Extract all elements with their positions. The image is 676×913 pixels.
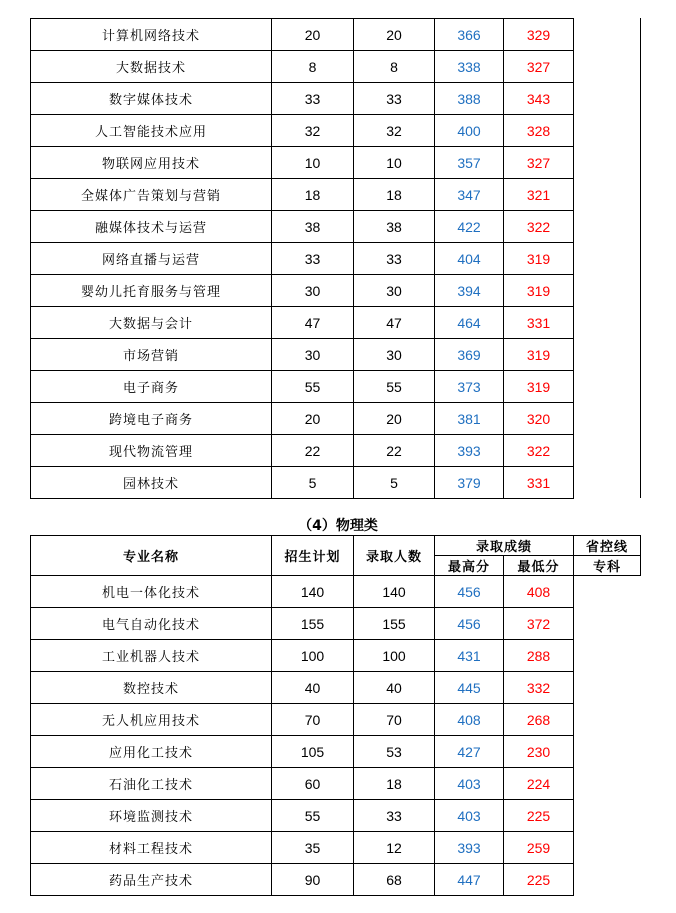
plan-cell: 105 [272,736,354,768]
admitted-cell: 18 [354,768,435,800]
admitted-cell: 100 [354,640,435,672]
min-score-cell: 319 [504,275,574,307]
major-name-cell: 数控技术 [31,672,272,704]
major-name-cell: 婴幼儿托育服务与管理 [31,275,272,307]
major-name-cell: 融媒体技术与运营 [31,211,272,243]
table-row [31,83,574,115]
min-score-cell: 327 [504,51,574,83]
table-row [31,243,574,275]
min-score-cell: 319 [504,339,574,371]
major-name-cell: 机电一体化技术 [31,576,272,608]
table-row [31,608,641,640]
max-score-cell: 400 [435,115,504,147]
admitted-cell: 68 [354,864,435,896]
major-name-cell: 环境监测技术 [31,800,272,832]
major-name-cell: 石油化工技术 [31,768,272,800]
min-score-cell: 320 [504,403,574,435]
admitted-cell: 33 [354,800,435,832]
max-score-cell: 379 [435,467,504,499]
major-name-cell: 药品生产技术 [31,864,272,896]
major-name-cell: 材料工程技术 [31,832,272,864]
min-score-cell: 327 [504,147,574,179]
min-score-cell: 224 [504,768,574,800]
admitted-cell: 5 [354,467,435,499]
min-score-cell: 268 [504,704,574,736]
max-score-cell: 464 [435,307,504,339]
major-name-cell: 跨境电子商务 [31,403,272,435]
plan-cell: 20 [272,19,354,51]
plan-cell: 47 [272,307,354,339]
plan-cell: 40 [272,672,354,704]
min-score-cell: 230 [504,736,574,768]
max-score-cell: 408 [435,704,504,736]
min-score-cell: 331 [504,307,574,339]
table-row [31,211,574,243]
max-score-cell: 403 [435,800,504,832]
max-score-cell: 456 [435,608,504,640]
admitted-cell: 47 [354,307,435,339]
major-name-cell: 全媒体广告策划与营销 [31,179,272,211]
min-score-cell: 332 [504,672,574,704]
min-score-cell: 322 [504,211,574,243]
max-score-cell: 381 [435,403,504,435]
min-score-cell: 225 [504,864,574,896]
min-score-cell: 319 [504,243,574,275]
header-min-score: 最低分 [504,556,574,576]
table-row [31,275,574,307]
header-major: 专业名称 [31,536,272,576]
admission-table-body [31,19,574,499]
max-score-cell: 404 [435,243,504,275]
major-name-cell: 电气自动化技术 [31,608,272,640]
plan-cell: 22 [272,435,354,467]
physics-table-body [31,576,641,896]
admitted-cell: 38 [354,211,435,243]
plan-cell: 20 [272,403,354,435]
max-score-cell: 369 [435,339,504,371]
admitted-cell: 18 [354,179,435,211]
max-score-cell: 447 [435,864,504,896]
admitted-cell: 140 [354,576,435,608]
major-name-cell: 无人机应用技术 [31,704,272,736]
admitted-cell: 155 [354,608,435,640]
plan-cell: 33 [272,243,354,275]
header-control-sub: 专科 [574,556,641,576]
plan-cell: 100 [272,640,354,672]
admitted-cell: 8 [354,51,435,83]
min-score-cell: 225 [504,800,574,832]
admitted-cell: 12 [354,832,435,864]
max-score-cell: 388 [435,83,504,115]
control-line-cell [574,576,641,896]
min-score-cell: 343 [504,83,574,115]
major-name-cell: 市场营销 [31,339,272,371]
header-scores: 录取成绩 [435,536,574,556]
min-score-cell: 331 [504,467,574,499]
major-name-cell: 电子商务 [31,371,272,403]
admitted-cell: 20 [354,403,435,435]
major-name-cell: 数字媒体技术 [31,83,272,115]
table-row [31,147,574,179]
plan-cell: 55 [272,800,354,832]
plan-cell: 30 [272,275,354,307]
plan-cell: 60 [272,768,354,800]
table-row [31,800,641,832]
section-title: （4）物理类 [298,518,378,534]
admitted-cell: 33 [354,83,435,115]
max-score-cell: 393 [435,832,504,864]
max-score-cell: 373 [435,371,504,403]
admitted-cell: 55 [354,371,435,403]
major-name-cell: 物联网应用技术 [31,147,272,179]
plan-cell: 90 [272,864,354,896]
physics-admission-table [30,535,641,896]
table-row [31,19,574,51]
major-name-cell: 计算机网络技术 [31,19,272,51]
major-name-cell: 网络直播与运营 [31,243,272,275]
max-score-cell: 427 [435,736,504,768]
plan-cell: 140 [272,576,354,608]
major-name-cell: 园林技术 [31,467,272,499]
admitted-cell: 32 [354,115,435,147]
major-name-cell: 大数据与会计 [31,307,272,339]
plan-cell: 35 [272,832,354,864]
max-score-cell: 393 [435,435,504,467]
major-name-cell: 应用化工技术 [31,736,272,768]
max-score-cell: 366 [435,19,504,51]
plan-cell: 8 [272,51,354,83]
min-score-cell: 321 [504,179,574,211]
plan-cell: 38 [272,211,354,243]
max-score-cell: 456 [435,576,504,608]
table-row [31,736,641,768]
plan-cell: 5 [272,467,354,499]
major-name-cell: 现代物流管理 [31,435,272,467]
table-row [31,339,574,371]
admitted-cell: 30 [354,339,435,371]
table-row [31,115,574,147]
table-row [31,768,641,800]
admitted-cell: 22 [354,435,435,467]
min-score-cell: 328 [504,115,574,147]
admitted-cell: 10 [354,147,435,179]
max-score-cell: 347 [435,179,504,211]
plan-cell: 70 [272,704,354,736]
admitted-cell: 20 [354,19,435,51]
admitted-cell: 33 [354,243,435,275]
admitted-cell: 70 [354,704,435,736]
plan-cell: 30 [272,339,354,371]
header-plan: 招生计划 [272,536,354,576]
max-score-cell: 394 [435,275,504,307]
min-score-cell: 372 [504,608,574,640]
admitted-cell: 30 [354,275,435,307]
max-score-cell: 422 [435,211,504,243]
max-score-cell: 338 [435,51,504,83]
header-max-score: 最高分 [435,556,504,576]
plan-cell: 55 [272,371,354,403]
header-control-line: 省控线 [574,536,641,556]
min-score-cell: 288 [504,640,574,672]
plan-cell: 32 [272,115,354,147]
major-name-cell: 大数据技术 [31,51,272,83]
table-row [31,403,574,435]
table-row [31,576,641,608]
table-row [31,864,641,896]
max-score-cell: 357 [435,147,504,179]
table-row [31,371,574,403]
table-row [31,435,574,467]
table-row [31,832,641,864]
admitted-cell: 53 [354,736,435,768]
table-row [31,467,574,499]
min-score-cell: 319 [504,371,574,403]
admitted-cell: 40 [354,672,435,704]
min-score-cell: 259 [504,832,574,864]
plan-cell: 33 [272,83,354,115]
table-right-border [640,18,641,498]
min-score-cell: 329 [504,19,574,51]
table-row [31,307,574,339]
max-score-cell: 403 [435,768,504,800]
major-name-cell: 人工智能技术应用 [31,115,272,147]
min-score-cell: 408 [504,576,574,608]
table-row [31,672,641,704]
table-row [31,640,641,672]
plan-cell: 18 [272,179,354,211]
admission-table-continued [30,18,574,499]
table-row [31,179,574,211]
table-row [31,704,641,736]
plan-cell: 10 [272,147,354,179]
max-score-cell: 431 [435,640,504,672]
plan-cell: 155 [272,608,354,640]
table-row [31,51,574,83]
header-admitted: 录取人数 [354,536,435,576]
max-score-cell: 445 [435,672,504,704]
major-name-cell: 工业机器人技术 [31,640,272,672]
min-score-cell: 322 [504,435,574,467]
